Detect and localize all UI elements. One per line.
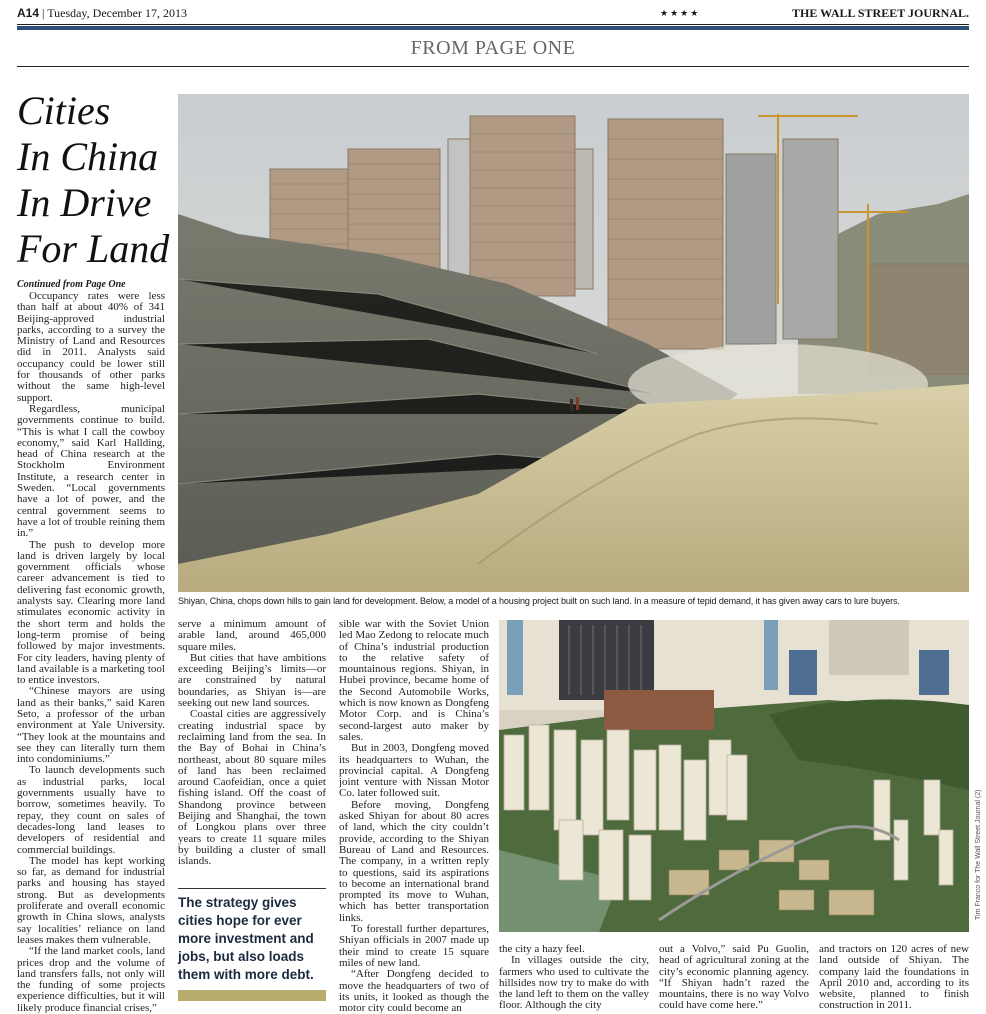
headline-line: For Land — [17, 226, 170, 271]
header-blue-bar — [17, 26, 969, 30]
article-paragraph: sible war with the Soviet Union led Mao Zedong to relocate much of China’s industrial production to the relative safety of mountainous regions. Shiyan, in Hubei province, became home of the Second Automobile Works, which is now known as Dongfeng Motor Corp. and is China’s second-largest auto maker by sales. — [339, 619, 489, 743]
publication-name: THE WALL STREET JOURNAL. — [792, 6, 969, 20]
continued-line: Continued from Page One — [17, 279, 126, 290]
article-paragraph: Before moving, Dongfeng asked Shiyan for about 80 acres of land, which the city couldn’t provide, according to the Shiyan Bureau of Land and Resources. The company, in a written reply to questions, said its aspirations to become an international brand prompted its move to Wuhan, which has better transportation links. — [339, 798, 489, 924]
article-paragraph: Regardless, municipal governments continue to build. “This is what I call the cowboy economy,” said Karl Hallding, head of China research at the Stockholm Environment Institute, a research center in Sweden. “Local governments have a lot of power, and the central government seems to have a lot of trouble reining them in.” — [17, 402, 165, 540]
hillside-construction-photo — [178, 94, 969, 592]
headline-line: In Drive — [17, 180, 152, 225]
housing-model-illustration — [499, 620, 969, 932]
article-paragraph: Coastal cities are aggressively creating industrial space by reclaiming land from the sea. In the Bay of Bohai in China’s northeast, about 80 square miles of land has been reclaimed around Caofeidian, once a quiet fishing island. Off the coast of Shandong province between Beijing and Shanghai, the town of Longkou plans over three years to create 11 square miles by building a cluster of small islands. — [178, 708, 326, 868]
headline-line: In China — [17, 134, 159, 179]
article-paragraph: The push to develop more land is driven largely by local government officials whose career advancement is tied to delivering fast economic growth, analysts say. Clearing more land stimulates economic activity in the short term and holds the long-term promise of being followed by major investments. For city leaders, having plenty of land available is a marketing tool to entice investors. — [17, 538, 165, 687]
page-number: A14 — [17, 6, 40, 20]
photo-caption: Shiyan, China, chops down hills to gain land for development. Below, a model of a housing project built on such land. In a measure of tepid demand, it has given away cars to lure buyers. — [178, 596, 900, 606]
housing-model-photo — [499, 620, 969, 932]
headline-line: Cities — [17, 88, 111, 133]
article-paragraph: “If the land market cools, land prices drop and the volume of land transfers falls, not only will the funding of some projects experience difficulties, but it will likely produce financial crises,” — [17, 945, 165, 1013]
article-paragraph: But cities that have ambitions exceeding Beijing’s limits—or are constrained by natural boundaries, as Shiyan is—are seeking out new land sources. — [178, 651, 326, 710]
article-paragraph: The model has kept working so far, as demand for industrial parks and housing has stayed strong. But as developments proliferate and overall economic growth in China slows, analysts say localities’ reliance on land leases makes them vulnerable. — [17, 854, 165, 946]
article-column-4 — [499, 944, 649, 1014]
article-paragraph: Occupancy rates were less than half at about 40% of 341 Beijing-approved industrial parks, according to a survey the Ministry of Land and Resources did in 2011. Analysts said occupancy could be lower still for thousands of other parks without the same high-level support. — [17, 291, 165, 404]
pull-quote-rule — [178, 888, 326, 889]
divider: | — [42, 6, 48, 20]
article-paragraph: In villages outside the city, farmers who used to cultivate the hillsides now try to make do with the land left to them on the valley floor. Although the city — [499, 954, 649, 1012]
hillside-photo-illustration — [178, 94, 969, 592]
pull-quote: The strategy gives cities hope for ever more investment and jobs, but also loads them with more debt. — [178, 895, 314, 982]
article-column-1 — [17, 291, 165, 1013]
header-rule — [17, 24, 969, 25]
headline — [17, 88, 177, 272]
article-paragraph: “After Dongfeng decided to move the headquarters of two of its units, it looked as though the motor city could become an — [339, 968, 489, 1013]
article-paragraph: out a Volvo,” said Pu Guolin, head of agricultural zoning at the city’s economic planning agency. “If Shiyan hadn’t razed the mountains, there is no way Volvo could have come here.” — [659, 944, 809, 1012]
issue-date: Tuesday, December 17, 2013 — [47, 6, 187, 20]
pull-quote-bar — [178, 990, 326, 1001]
photo-credit: Tim Franco for The Wall Street Journal (2) — [975, 789, 982, 920]
article-paragraph: But in 2003, Dongfeng moved its headquarters to Wuhan, the provincial capital. A Dongfeng joint venture with Nissan Motor Co. later followed suit. — [339, 742, 489, 800]
section-title: FROM PAGE ONE — [410, 37, 576, 59]
article-paragraph: To launch developments such as industrial parks, local governments usually have to borrow, sometimes heavily. To repay, they count on sales of decades-long land leases to developers of residential and commercial buildings. — [17, 764, 165, 856]
article-paragraph: “Chinese mayors are using land as their banks,” said Karen Seto, a professor of the urban environment at Yale University. “They look at the mountains and see they can literally turn them into condominiums.” — [17, 685, 165, 766]
article-paragraph: and tractors on 120 acres of new land outside of Shiyan. The company laid the foundations in April 2010 and, according to its website, planned to finish construction in 2011. — [819, 944, 969, 1012]
article-column-6 — [819, 944, 969, 1014]
article-column-5 — [659, 944, 809, 1014]
edition-stars: ★★★★ — [660, 8, 701, 18]
page-dateline — [17, 6, 187, 21]
article-paragraph: serve a minimum amount of arable land, around 465,000 square miles. — [178, 619, 326, 653]
article-column-2 — [178, 619, 326, 879]
article-column-3 — [339, 619, 489, 1013]
section-rule — [17, 66, 969, 67]
article-paragraph: To forestall further departures, Shiyan officials in 2007 made up their mind to create 15 square miles of new land. — [339, 923, 489, 969]
article-paragraph: the city a hazy feel. — [499, 944, 585, 955]
